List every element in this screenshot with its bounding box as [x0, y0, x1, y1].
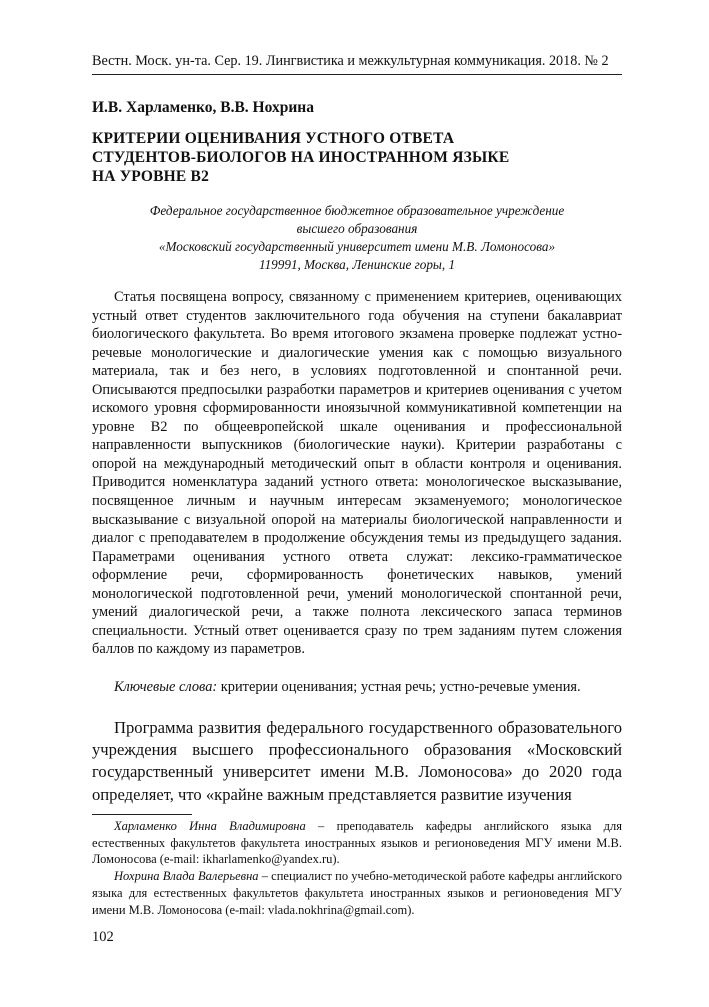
footnote — [92, 868, 622, 918]
affiliation-line: Федеральное государственное бюджетное образовательное учреждение — [149, 203, 565, 218]
page-number: 102 — [92, 929, 114, 945]
body-text — [92, 717, 622, 806]
title-line: СТУДЕНТОВ-БИОЛОГОВ НА ИНОСТРАННОМ ЯЗЫКЕ — [92, 149, 510, 166]
running-head: Вестн. Моск. ун-та. Сер. 19. Лингвистика и межкультурная коммуникация. 2018. № 2 — [92, 53, 609, 69]
footnote — [92, 818, 622, 868]
header-rule — [92, 74, 622, 75]
body-paragraph: Программа развития федерального государственного образовательного учреждения высшего профессионального образования «Московский государственный университет имени М.В. Ломоносова» до 2020 года определяет, что «крайне важным представляется развитие изучения — [92, 718, 622, 804]
article-title — [92, 129, 562, 186]
affiliation-line: высшего образования — [296, 221, 418, 236]
footnotes — [92, 818, 622, 918]
keywords-label: Ключевые слова: — [114, 679, 218, 695]
footnote-text: – специалист по учебно-методической работе кафедры английского языка для естественных факультетов факультета иностранных языков и регионоведения МГУ имени М.В. Ломоносова (e-mail: vlada.nokhrina@gmail.com). — [92, 869, 622, 917]
keywords-text: критерии оценивания; устная речь; устно-речевые умения. — [217, 679, 581, 695]
affiliation-line: 119991, Москва, Ленинские горы, 1 — [258, 257, 456, 272]
footnote-text: – преподаватель кафедры английского языка для естественных факультетов факультета иностранных языков и регионоведения МГУ имени М.В. Ломоносова (e-mail: ikharlamenko@yandex.ru). — [92, 819, 622, 867]
affiliation — [92, 202, 622, 274]
affiliation-line: «Московский государственный университет имени М.В. Ломоносова» — [158, 239, 556, 254]
title-line: КРИТЕРИИ ОЦЕНИВАНИЯ УСТНОГО ОТВЕТА — [92, 130, 455, 147]
footnote-author-name: Нохрина Влада Валерьевна — [114, 869, 259, 884]
abstract — [92, 288, 622, 659]
title-line: НА УРОВНЕ В2 — [92, 168, 210, 185]
keywords — [114, 678, 622, 697]
abstract-text: Статья посвящена вопросу, связанному с применением критериев, оценивающих устный ответ студентов заключительного года обучения на ступени бакалавриат биологического факультета. Во время итогового экзамена проверке подлежат устно-речевые монологические и диалогические умения как с помощью визуального материала, так и без него, в условиях подготовленной и спонтанной речи. Описываются предпосылки разработки параметров и критериев оценивания с учетом искомого уровня сформированности иноязычной коммуникативной компетенции на уровне B2 по общеевропейской шкале оценивания и профессиональной направленности выпускников (биологические науки). Критерии разработаны с опорой на международный методический опыт в области контроля и оценивания. Приводится номенклатура заданий устного ответа: монологическое высказывание, посвященное личным и научным интересам экзаменуемого; монологическое высказывание с визуальной опорой на материалы биологической направленности и диалог с преподавателем в продолжение обсуждения темы из предыдущего задания. Параметрами оценивания устного ответа служат: лексико-грамматическое оформление речи, сформированность фонетических навыков, умений монологической подготовленной речи, умений монологической спонтанной речи, умений диалогической речи, а также полнота лексического запаса терминов специальности. Устный ответ оценивается сразу по трем заданиям путем сложения баллов по каждому из параметров. — [92, 289, 622, 658]
footnote-rule — [92, 814, 192, 815]
footnote-author-name: Харламенко Инна Владимировна — [114, 819, 306, 833]
authors: И.В. Харламенко, В.В. Нохрина — [92, 99, 314, 116]
